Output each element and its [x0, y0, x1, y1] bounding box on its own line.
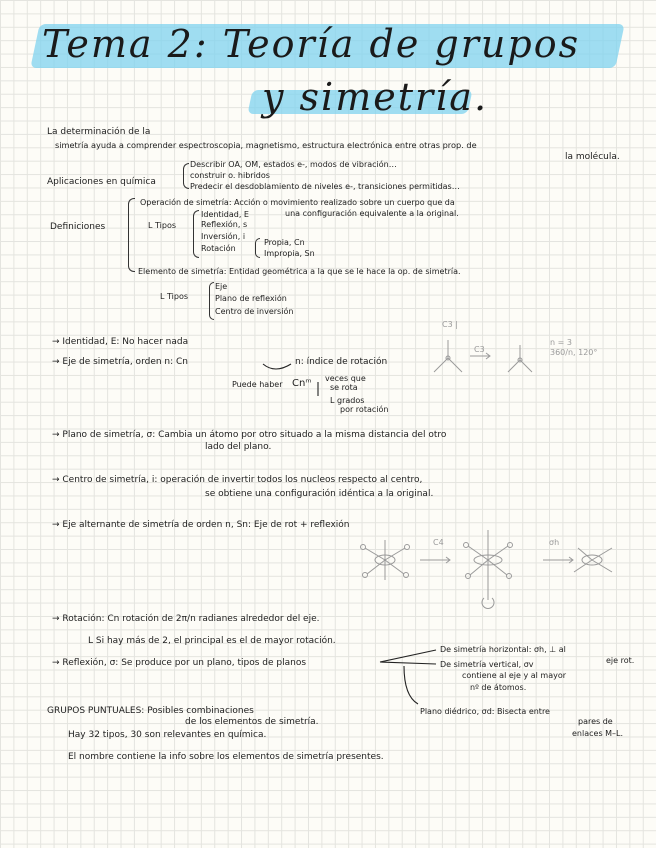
identidad-line: → Identidad, E: No hacer nada: [52, 337, 189, 347]
rotacion-line-1: → Rotación: Cn rotación de 2π/n radianes alrededor del eje.: [52, 614, 320, 624]
rotacion-propia: Propia, Cn: [264, 238, 305, 247]
page-title: Tema 2: Teoría de grupos: [42, 22, 581, 66]
diagram1-n3: n = 3: [550, 338, 572, 347]
plano-line-2: lado del plano.: [205, 442, 272, 452]
eje-grados: L grados: [330, 396, 365, 405]
intro-line-3: la molécula.: [565, 152, 620, 162]
grupos-line-1: GRUPOS PUNTUALES: Posibles combinaciones: [47, 706, 254, 716]
eje-n: n: índice de rotación: [295, 357, 388, 367]
reflexion-arrow-v: [380, 662, 436, 664]
rotacion-impropia: Impropia, Sn: [264, 249, 315, 258]
rotacion-line-2: L Si hay más de 2, el principal es el de mayor rotación.: [88, 636, 336, 646]
elem-tipos-label: L Tipos: [160, 292, 189, 301]
page-title-line2: y simetría.: [262, 75, 489, 119]
elemento-def: Elemento de simetría: Entidad geométrica a la que se le hace la op. de simetría.: [138, 267, 461, 276]
tipo-item: Reflexión, s: [201, 220, 248, 229]
elem-tipo-item: Plano de reflexión: [215, 294, 287, 303]
diagram1-deg: 360/n, 120°: [550, 348, 598, 357]
diagram2-sh: σh: [549, 538, 560, 547]
grupos-line-4: El nombre contiene la info sobre los elementos de simetría presentes.: [68, 752, 384, 762]
diagram1-c3: C3 |: [442, 320, 458, 329]
molecule-sketch-2: [508, 345, 532, 372]
aplicaciones-label: Aplicaciones en química: [47, 177, 156, 187]
reflexion-d2: pares de: [578, 717, 613, 726]
reflexion-h: De simetría horizontal: σh, ⊥ al: [440, 645, 566, 654]
plano-line-1: → Plano de simetría, σ: Cambia un átomo por otro situado a la misma distancia del otro: [52, 430, 447, 440]
eje-rota: se rota: [330, 383, 358, 392]
tipo-item: Identidad, E: [201, 210, 249, 219]
centro-line-2: se obtiene una configuración idéntica a la original.: [205, 489, 434, 499]
tipos-label: L Tipos: [148, 221, 177, 230]
eje-puede: Puede haber: [232, 380, 283, 389]
reflexion-h2: eje rot.: [606, 656, 635, 665]
sn-sketch: [361, 530, 613, 608]
grupos-line-3: Hay 32 tipos, 30 son relevantes en química.: [68, 730, 267, 740]
aplicacion-item: Describir OA, OM, estados e-, modos de vibración…: [190, 160, 397, 169]
tipo-item: Inversión, i: [201, 232, 246, 241]
elem-tipo-item: Eje: [215, 282, 228, 291]
reflexion-d: Plano diédrico, σd: Bisecta entre: [420, 707, 550, 716]
eje-arrow: [263, 364, 291, 369]
reflexion-arrow-h: [380, 650, 436, 662]
reflexion-d3: enlaces M–L.: [572, 729, 624, 738]
alternante-line: → Eje alternante de simetría de orden n, Sn: Eje de rot + reflexión: [52, 520, 350, 530]
elem-tipo-item: Centro de inversión: [215, 307, 294, 316]
definiciones-label: Definiciones: [50, 222, 106, 232]
eje-cnm: Cnᵐ: [292, 378, 312, 389]
grupos-line-2: de los elementos de simetría.: [185, 717, 319, 727]
intro-line-1: La determinación de la: [47, 127, 151, 137]
reflexion-v3: nº de átomos.: [470, 683, 527, 692]
diagram2-c4: C4: [433, 538, 444, 547]
eje-line: → Eje de simetría, orden n: Cn: [52, 357, 189, 367]
operacion-def-2: una configuración equivalente a la original.: [285, 209, 459, 218]
reflexion-main: → Reflexión, σ: Se produce por un plano, tipos de planos: [52, 658, 307, 668]
tipo-item: Rotación: [201, 244, 236, 253]
reflexion-arrow-d: [404, 666, 418, 704]
centro-line-1: → Centro de simetría, i: operación de invertir todos los nucleos respecto al centro,: [52, 475, 423, 485]
diagram1-c3b: C3: [474, 345, 485, 354]
reflexion-v: De simetría vertical, σv: [440, 660, 534, 669]
aplicacion-item: construir o. hibridos: [190, 171, 270, 180]
aplicacion-item: Predecir el desdoblamiento de niveles e-, transiciones permitidas…: [190, 182, 460, 191]
operacion-def: Operación de simetría: Acción o movimiento realizado sobre un cuerpo que da: [140, 198, 455, 207]
eje-veces: veces que: [325, 374, 366, 383]
intro-line-2: simetría ayuda a comprender espectroscopia, magnetismo, estructura electrónica entre otras prop. de: [55, 140, 477, 150]
reflexion-v2: contiene al eje y al mayor: [462, 671, 567, 680]
eje-por: por rotación: [340, 405, 389, 414]
molecule-sketch-1: [434, 340, 490, 372]
